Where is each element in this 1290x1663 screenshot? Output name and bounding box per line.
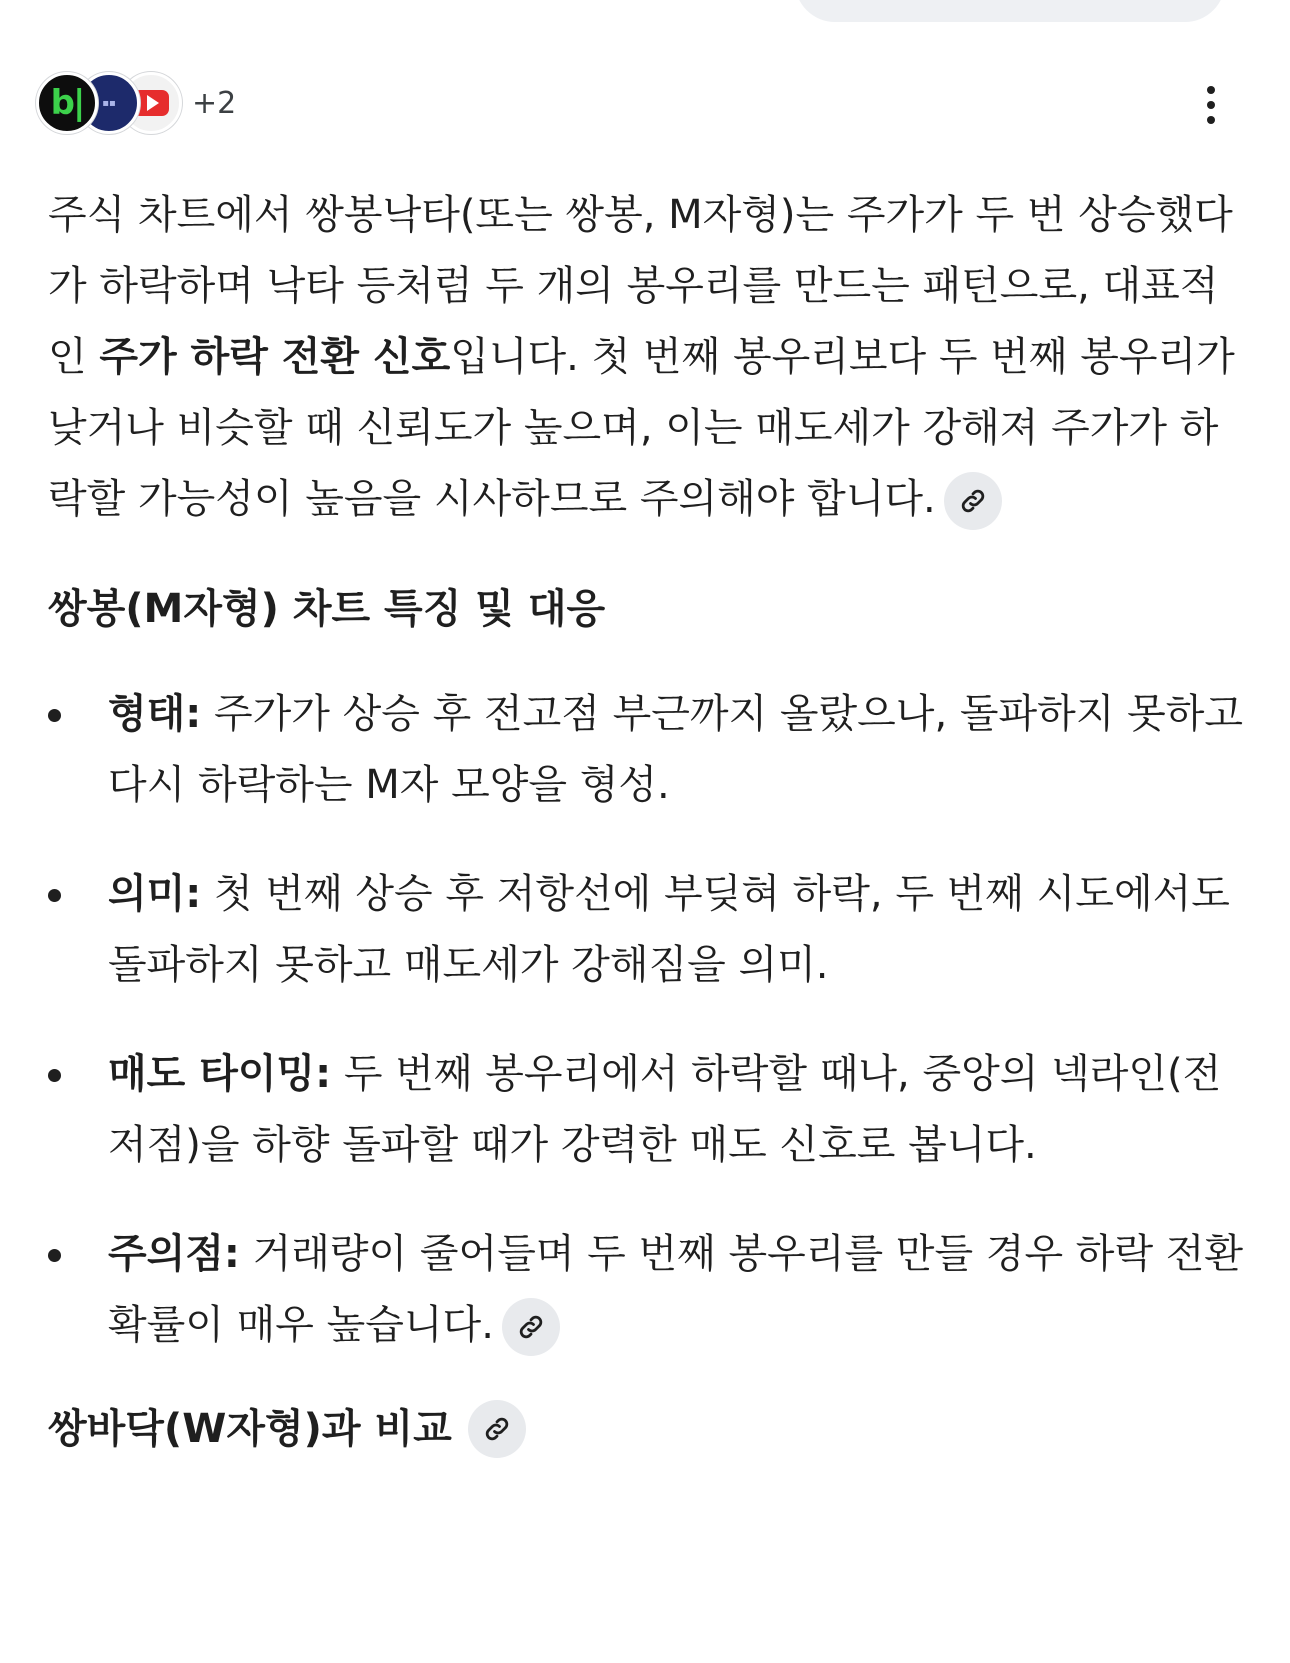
site-logo-icon: ▪▪ [102,97,116,109]
bullet-icon [48,889,61,902]
link-icon [958,486,988,516]
feature-list [48,679,1248,1361]
intro-source-link-button[interactable] [944,472,1002,530]
more-options-button[interactable] [1196,82,1226,128]
response-content [48,180,1248,1459]
previous-message-bubble [795,0,1225,22]
bullet-icon [48,1249,61,1262]
source-avatar-bl[interactable] [36,72,98,134]
list-item: 형태: 주가가 상승 후 전고점 부근까지 올랐으나, 돌파하지 못하고 다시 하락하는 M자 모양을 형성. [48,679,1248,821]
more-vert-icon [1207,86,1215,94]
list-item: 주의점: 거래량이 줄어들며 두 번째 봉우리를 만들 경우 하락 전환 확률이 매우 높습니다. [48,1219,1248,1361]
link-icon [516,1312,546,1342]
list-item: 매도 타이밍: 두 번째 봉우리에서 하락할 때나, 중앙의 넥라인(전저점)을 하향 돌파할 때가 강력한 매도 신호로 봅니다. [48,1039,1248,1181]
bullet-icon [48,1069,61,1082]
section-heading-w-pattern: 쌍바닥(W자형)과 비교 [48,1399,1248,1459]
intro-bold-phrase: 주가 하락 전환 신호 [99,334,451,380]
bl-logo-icon: b| [50,83,84,123]
section-heading-m-pattern: 쌍봉(M자형) 차트 특징 및 대응 [48,586,606,632]
intro-paragraph: 주식 차트에서 쌍봉낙타(또는 쌍봉, M자형)는 주가가 두 번 상승했다가 하락하며 낙타 등처럼 두 개의 봉우리를 만드는 패턴으로, 대표적인 주가 하락 전환 신호입니다. 첫 번째 봉우리보다 두 번째 봉우리가 낮거나 비슷할 때 신뢰도가 높으며, 이는 매도세가 강해져 주가가 하락할 가능성이 높음을 시사하므로 주의해야 합니다. [48,180,1248,535]
section-source-link-button[interactable] [468,1400,526,1458]
list-item: 의미: 첫 번째 상승 후 저항선에 부딪혀 하락, 두 번째 시도에서도 돌파하지 못하고 매도세가 강해짐을 의미. [48,859,1248,1001]
sources-row[interactable] [36,72,236,134]
link-icon [482,1414,512,1444]
list-source-link-button[interactable] [502,1298,560,1356]
bullet-icon [48,709,61,722]
source-extra-count[interactable]: +2 [192,85,237,121]
